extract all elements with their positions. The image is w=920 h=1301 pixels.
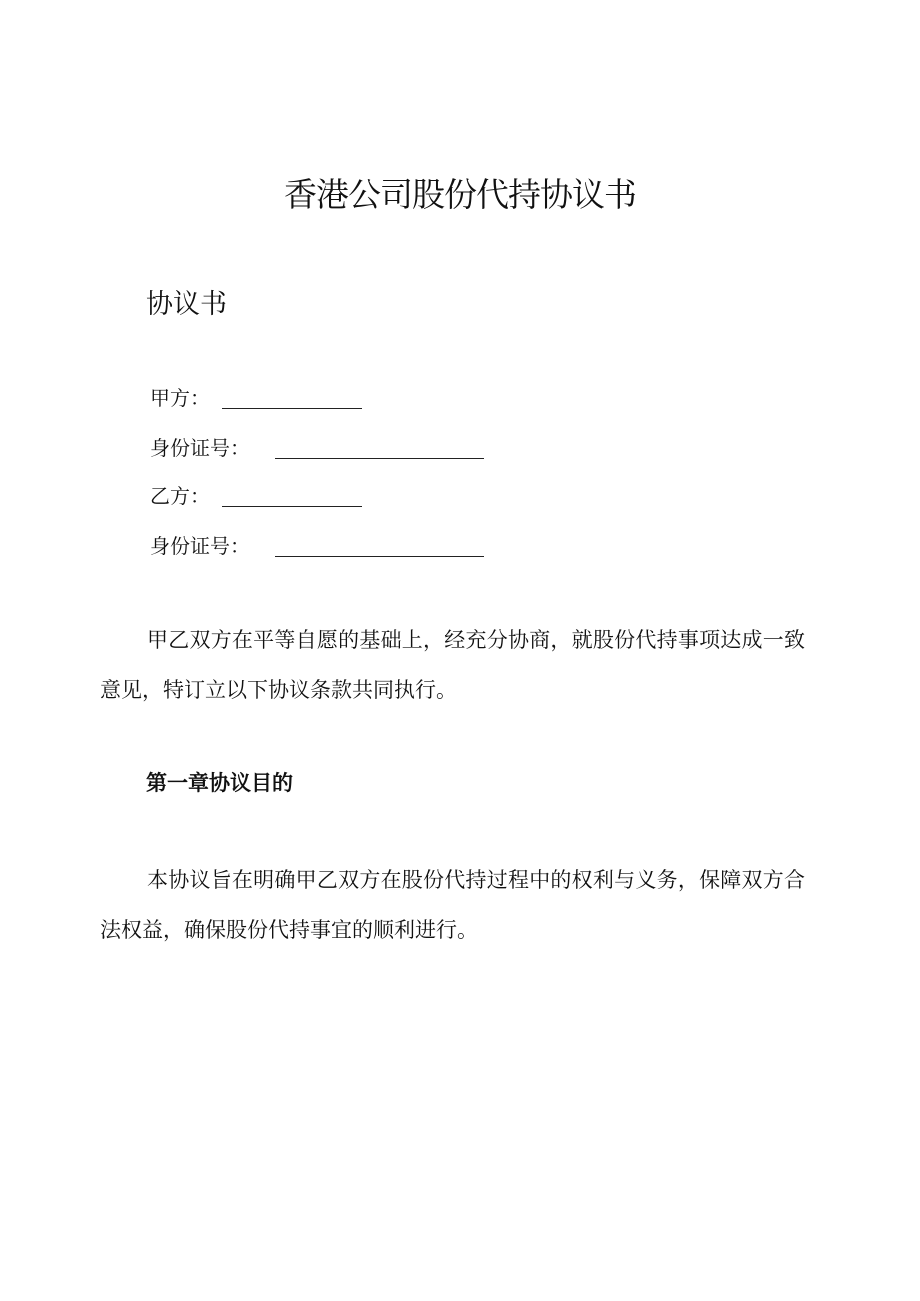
chapter-one-heading: 第一章协议目的 (146, 771, 293, 795)
party-a-field (150, 384, 210, 412)
party-b-blank-line (222, 506, 362, 507)
party-a-id-label: 身份证号： (150, 436, 250, 460)
party-a-id-blank-line (275, 458, 484, 459)
party-a-blank-line (222, 408, 362, 409)
party-a-id-field (150, 434, 250, 462)
party-b-label: 乙方： (150, 484, 210, 508)
party-b-id-blank-line (275, 556, 484, 557)
party-b-id-label: 身份证号： (150, 534, 250, 558)
party-b-id-field (150, 532, 250, 560)
agreement-subheading: 协议书 (146, 289, 227, 320)
party-b-field (150, 482, 210, 510)
chapter-one-body: 本协议旨在明确甲乙双方在股份代持过程中的权利与义务，保障双方合法权益，确保股份代持事宜的顺利进行。 (100, 868, 805, 942)
party-a-label: 甲方： (150, 386, 210, 410)
intro-paragraph: 甲乙双方在平等自愿的基础上，经充分协商，就股份代持事项达成一致意见，特订立以下协议条款共同执行。 (100, 628, 805, 702)
document-title: 香港公司股份代持协议书 (284, 175, 636, 214)
